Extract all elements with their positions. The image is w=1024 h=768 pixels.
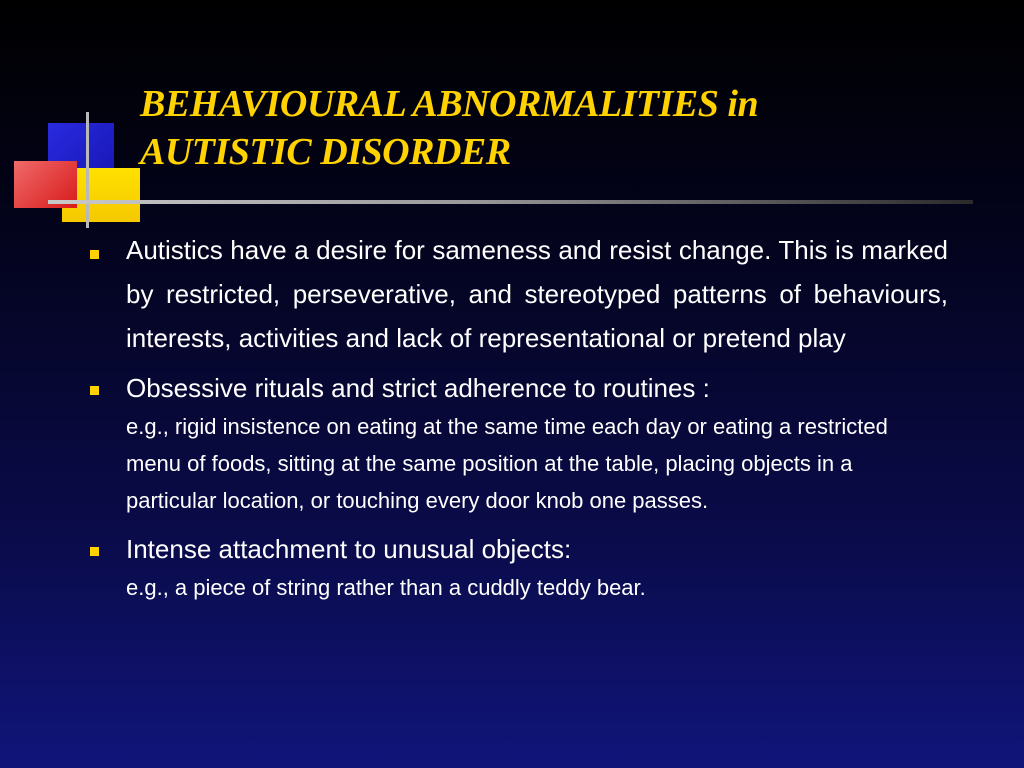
bullet-item-rituals [88,368,948,519]
slide-title-line-1: BEHAVIOURAL ABNORMALITIES in [140,83,759,125]
bullet-text: Autistics have a desire for sameness and resist change. This is marked by restricted, perseverative, and stereotyped patterns of behaviours, interests, activities and lack of representational or pretend play [126,235,948,353]
decorative-vertical-line [86,112,89,228]
bullet-text: Intense attachment to unusual objects: [126,534,572,564]
slide-title [140,80,980,176]
bullet-item-attachment [88,529,948,606]
square-bullet-icon [90,250,99,259]
square-bullet-icon [90,386,99,395]
square-bullet-icon [90,547,99,556]
title-underline-rule [48,200,973,204]
bullet-example-text: e.g., rigid insistence on eating at the same time each day or eating a restricted menu of foods, sitting at the same position at the table, placing objects in a particular location, or touching every door knob one passes. [126,414,888,513]
bullet-example-text: e.g., a piece of string rather than a cuddly teddy bear. [126,575,646,600]
bullet-text: Obsessive rituals and strict adherence to routines : [126,373,710,403]
bullet-item-sameness [88,228,948,360]
bullet-list [88,228,948,606]
slide-title-line-2: AUTISTIC DISORDER [140,131,511,173]
